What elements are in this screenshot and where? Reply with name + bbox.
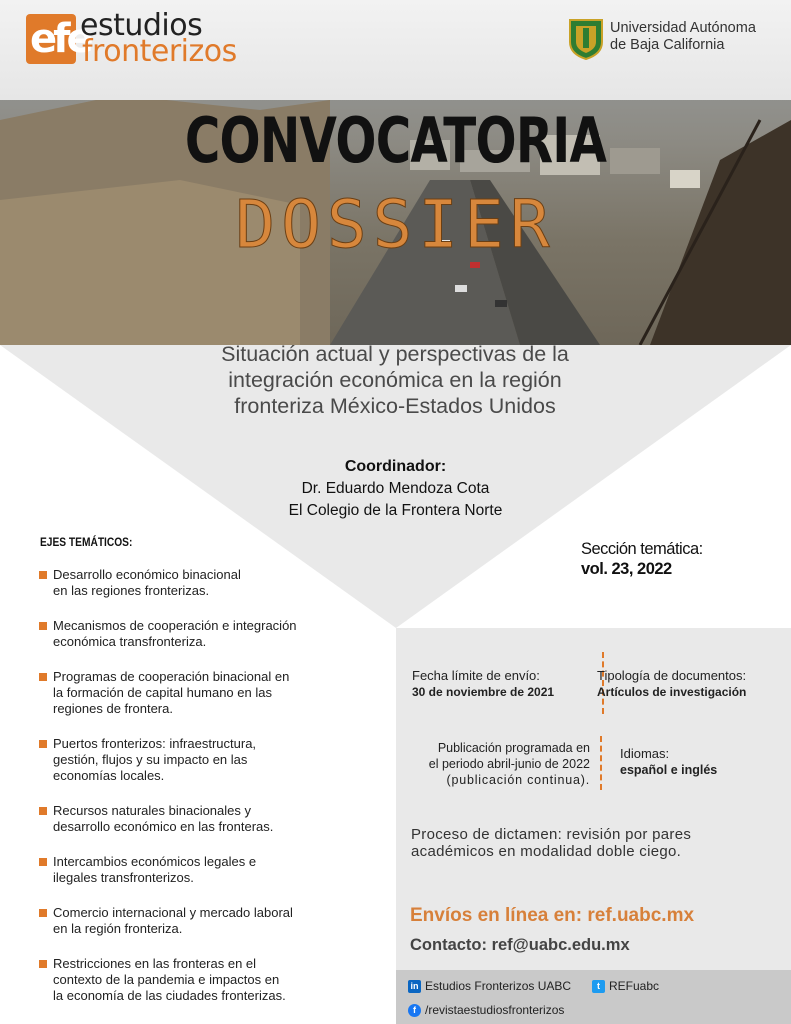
review-process: Proceso de dictamen: revisión por pares académicos en modalidad doble ciego. xyxy=(411,826,692,860)
submission-link[interactable]: Envíos en línea en: ref.uabc.mx xyxy=(410,905,695,926)
ejes-list xyxy=(37,567,337,1004)
page-subtitle: DOSSIER xyxy=(235,186,556,263)
list-item: Mecanismos de cooperación e integración económica transfronteriza. xyxy=(37,618,337,650)
square-bullet-icon xyxy=(39,807,47,815)
contact-email[interactable]: Contacto: ref@uabc.edu.mx xyxy=(410,936,630,954)
coordinator-label: Coordinador: xyxy=(344,458,447,475)
divider xyxy=(600,736,602,790)
list-item: Puertos fronterizos: infraestructura, gestión, flujos y su impacto en las economías locales. xyxy=(37,736,337,784)
linkedin-link[interactable]: in Estudios Fronterizos UABC xyxy=(408,979,571,993)
square-bullet-icon xyxy=(39,740,47,748)
dossier-topic: Situación actual y perspectivas de la integración económica en la región fronteriza México-Estados Unidos xyxy=(221,342,569,418)
university-name: Universidad Autónoma de Baja California xyxy=(610,20,756,53)
coordinator-name: Dr. Eduardo Mendoza Cota xyxy=(301,480,490,497)
square-bullet-icon xyxy=(39,858,47,866)
list-item: Intercambios económicos legales e ilegales transfronterizos. xyxy=(37,854,337,886)
linkedin-icon: in xyxy=(408,980,421,993)
publication-block: Publicación programada en el periodo abril-junio de 2022 (publicación continua). xyxy=(428,741,590,787)
square-bullet-icon xyxy=(39,960,47,968)
list-item: Comercio internacional y mercado laboral en la región fronteriza. xyxy=(37,905,337,937)
journal-logo-mark: efe xyxy=(26,14,76,64)
square-bullet-icon xyxy=(39,909,47,917)
coordinator-institution: El Colegio de la Frontera Norte xyxy=(288,502,503,519)
list-item: Programas de cooperación binacional en la formación de capital humano en las regiones de frontera. xyxy=(37,669,337,717)
list-item: Recursos naturales binacionales y desarrollo económico en las fronteras. xyxy=(37,803,337,835)
ejes-title: EJES TEMÁTICOS: xyxy=(40,535,133,549)
seccion-value: vol. 23, 2022 xyxy=(581,560,672,578)
twitter-icon: t xyxy=(592,980,605,993)
uabc-shield-icon xyxy=(568,16,604,60)
document-type-block: Tipología de documentos: Artículos de investigación xyxy=(597,668,747,699)
facebook-icon: f xyxy=(408,1004,421,1017)
languages-block: Idiomas: español e inglés xyxy=(620,746,718,777)
journal-logo-line2: fronterizos xyxy=(82,34,237,69)
seccion-label: Sección temática: xyxy=(581,540,703,558)
list-item: Restricciones en las fronteras en el contexto de la pandemia e impactos en la economía de las ciudades fronterizas. xyxy=(37,956,337,1004)
list-item: Desarrollo económico binacional en las regiones fronterizas. xyxy=(37,567,337,599)
deadline-block: Fecha límite de envío: 30 de noviembre de 2021 xyxy=(412,668,555,699)
page-title: CONVOCATORIA xyxy=(184,104,607,177)
journal-logo-line1: estudios xyxy=(80,8,203,43)
square-bullet-icon xyxy=(39,673,47,681)
square-bullet-icon xyxy=(39,622,47,630)
square-bullet-icon xyxy=(39,571,47,579)
facebook-link[interactable]: f /revistaestudiosfronterizos xyxy=(408,1003,564,1017)
twitter-link[interactable]: t REFuabc xyxy=(592,979,659,993)
